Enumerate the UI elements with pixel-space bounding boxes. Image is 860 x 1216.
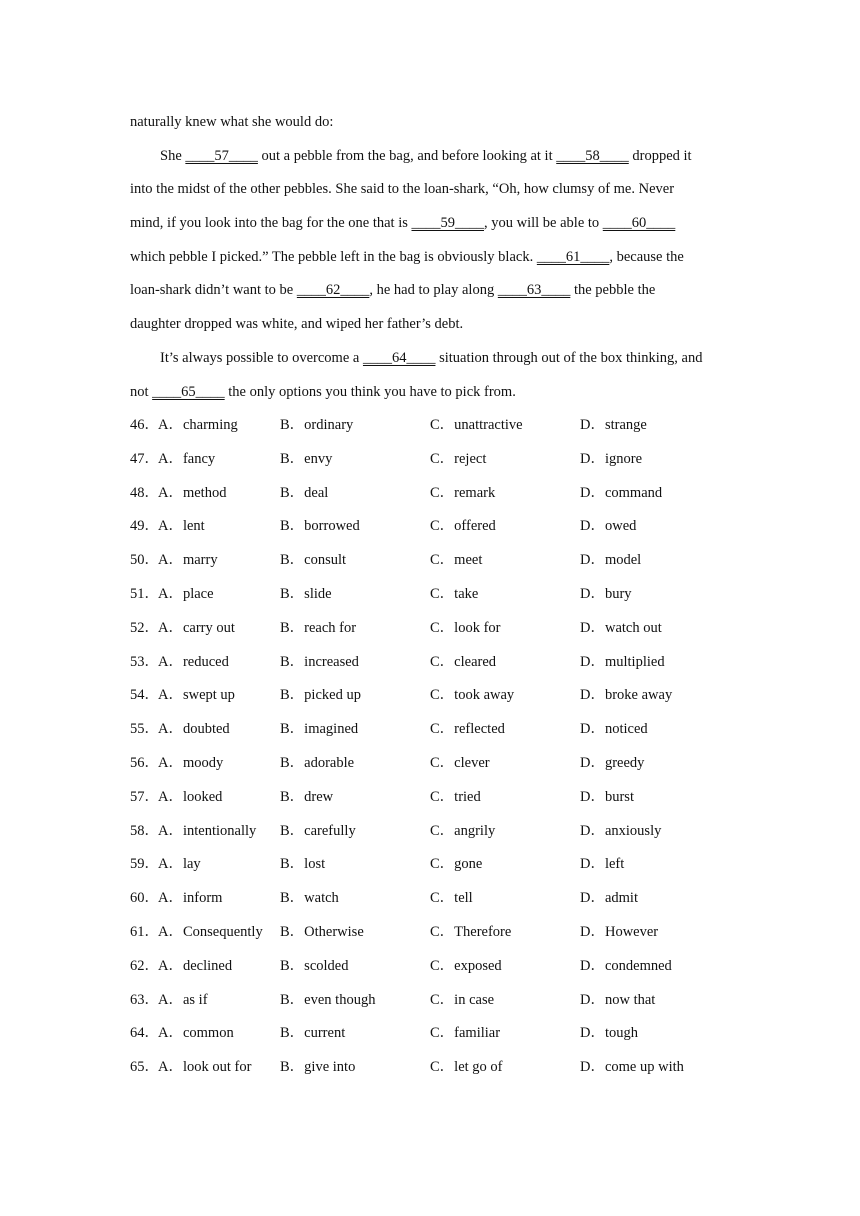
- question-row: [130, 717, 750, 751]
- option-d: D．However: [580, 923, 659, 940]
- option-a: A．moody: [158, 754, 224, 771]
- option-a: A．doubted: [158, 721, 230, 738]
- option-b: B．borrowed: [280, 518, 360, 535]
- question-row: [130, 514, 750, 548]
- question-number: 60．: [130, 890, 159, 907]
- passage-text: She: [160, 147, 186, 164]
- question-row: [130, 785, 750, 819]
- passage-text: daughter dropped was white, and wiped her father’s debt.: [130, 316, 464, 333]
- option-b: B．even though: [280, 991, 376, 1008]
- option-b: B．picked up: [280, 687, 361, 704]
- passage-line: [130, 245, 730, 279]
- option-d: D．come up with: [580, 1059, 684, 1076]
- option-b: B．current: [280, 1025, 346, 1042]
- option-b: B．consult: [280, 552, 347, 569]
- option-a: A．fancy: [158, 450, 216, 467]
- question-number: 55．: [130, 721, 159, 738]
- question-number: 65．: [130, 1059, 159, 1076]
- option-d: D．tough: [580, 1025, 638, 1042]
- question-number: 59．: [130, 856, 159, 873]
- option-c: C．angrily: [430, 822, 496, 839]
- question-row: [130, 582, 750, 616]
- question-row: [130, 650, 750, 684]
- answer-blank: ____64____: [362, 349, 436, 366]
- option-a: A．reduced: [158, 653, 229, 670]
- question-number: 51．: [130, 585, 159, 602]
- option-d: D．admit: [580, 890, 638, 907]
- option-b: B．reach for: [280, 619, 357, 636]
- option-b: B．carefully: [280, 822, 356, 839]
- option-c: C．look for: [430, 619, 501, 636]
- question-number: 49．: [130, 518, 159, 535]
- answer-blank: ____63____: [497, 282, 571, 299]
- option-c: C．Therefore: [430, 923, 512, 940]
- question-number: 56．: [130, 754, 159, 771]
- question-row: [130, 886, 750, 920]
- option-d: D．anxiously: [580, 822, 662, 839]
- answer-blank: ____62____: [296, 282, 370, 299]
- question-row: [130, 751, 750, 785]
- question-row: [130, 481, 750, 515]
- passage-text: It’s always possible to overcome a: [160, 349, 363, 366]
- option-b: B．slide: [280, 585, 332, 602]
- passage-text: mind, if you look into the bag for the one that is: [130, 215, 412, 232]
- option-b: B．give into: [280, 1059, 356, 1076]
- answer-blank: ____59____: [411, 215, 484, 232]
- question-row: [130, 1021, 750, 1055]
- passage-text: , you will be able to: [484, 215, 603, 232]
- passage-line: [130, 211, 730, 245]
- option-a: A．place: [158, 585, 214, 602]
- question-number: 62．: [130, 957, 159, 974]
- option-c: C．tell: [430, 890, 473, 907]
- option-a: A．common: [158, 1025, 234, 1042]
- option-b: B．watch: [280, 890, 339, 907]
- option-a: A．carry out: [158, 619, 235, 636]
- option-d: D．watch out: [580, 619, 662, 636]
- passage-text: not: [130, 383, 153, 400]
- passage-text: the pebble the: [570, 282, 656, 299]
- option-b: B．lost: [280, 856, 326, 873]
- option-a: A．method: [158, 484, 227, 501]
- question-number: 54．: [130, 687, 159, 704]
- option-d: D．bury: [580, 585, 632, 602]
- option-d: D．ignore: [580, 450, 643, 467]
- option-b: B．ordinary: [280, 417, 354, 433]
- passage-line: [130, 144, 730, 178]
- option-a: A．intentionally: [158, 822, 257, 839]
- answer-blank: ____57____: [185, 147, 258, 164]
- passage-text: which pebble I picked.” The pebble left in the bag is obviously black.: [130, 248, 537, 265]
- answer-blank: ____65____: [152, 383, 225, 400]
- question-number: 47．: [130, 450, 159, 467]
- passage-text: situation through out of the box thinking, and: [435, 349, 703, 366]
- passage-line: [130, 177, 730, 211]
- option-d: D．burst: [580, 788, 634, 805]
- option-a: A．Consequently: [158, 923, 263, 940]
- question-number: 50．: [130, 552, 159, 569]
- question-row: [130, 954, 750, 988]
- passage-text: loan-shark didn’t want to be: [130, 282, 297, 299]
- option-c: C．exposed: [430, 957, 502, 974]
- option-b: B．imagined: [280, 721, 359, 738]
- option-b: B．adorable: [280, 754, 355, 771]
- option-d: D．multiplied: [580, 653, 665, 670]
- question-number: 57．: [130, 788, 159, 805]
- option-b: B．increased: [280, 653, 359, 670]
- option-c: C．clever: [430, 754, 490, 771]
- question-row: [130, 920, 750, 954]
- passage-line: [130, 110, 730, 144]
- option-b: B．deal: [280, 484, 329, 501]
- option-a: A．looked: [158, 788, 223, 805]
- answer-blank: ____58____: [556, 147, 629, 164]
- option-c: C．take: [430, 585, 479, 602]
- option-a: A．marry: [158, 552, 218, 569]
- question-row: [130, 447, 750, 481]
- passage-text: dropped it: [628, 147, 692, 164]
- question-number: 53．: [130, 653, 159, 670]
- option-d: D．now that: [580, 991, 656, 1008]
- option-c: C．reflected: [430, 721, 505, 738]
- option-a: A．declined: [158, 957, 233, 974]
- option-d: D．owed: [580, 518, 637, 535]
- question-number: 46．: [130, 417, 159, 433]
- question-number: 63．: [130, 991, 159, 1008]
- option-c: C．offered: [430, 518, 496, 535]
- option-d: D．model: [580, 552, 642, 569]
- passage-text: , because the: [609, 248, 684, 265]
- question-row: [130, 548, 750, 582]
- question-row: [130, 1055, 750, 1089]
- question-row: [130, 988, 750, 1022]
- passage-text: , he had to play along: [369, 282, 498, 299]
- passage-line: [130, 278, 730, 312]
- option-c: C．familiar: [430, 1025, 501, 1042]
- option-d: D．greedy: [580, 754, 645, 771]
- option-d: D．strange: [580, 417, 647, 433]
- passage-line: [130, 380, 730, 414]
- option-a: A．charming: [158, 417, 238, 433]
- option-c: C．meet: [430, 552, 483, 569]
- option-c: C．cleared: [430, 653, 497, 670]
- option-a: A．swept up: [158, 687, 235, 704]
- option-c: C．tried: [430, 788, 481, 805]
- question-number: 61．: [130, 923, 159, 940]
- question-row: [130, 683, 750, 717]
- question-options-list: [130, 413, 750, 1089]
- option-a: A．lent: [158, 518, 205, 535]
- option-b: B．scolded: [280, 957, 349, 974]
- option-d: D．left: [580, 856, 625, 873]
- question-row: [130, 413, 750, 447]
- option-a: A．lay: [158, 856, 201, 873]
- option-b: B．Otherwise: [280, 923, 364, 940]
- question-row: [130, 616, 750, 650]
- question-number: 52．: [130, 619, 159, 636]
- option-c: C．took away: [430, 687, 515, 704]
- question-row: [130, 852, 750, 886]
- question-number: 58．: [130, 822, 159, 839]
- answer-blank: ____61____: [536, 248, 610, 265]
- option-d: D．noticed: [580, 721, 648, 738]
- option-a: A．inform: [158, 890, 223, 907]
- option-b: B．drew: [280, 788, 334, 805]
- question-number: 48．: [130, 484, 159, 501]
- option-b: B．envy: [280, 450, 333, 467]
- cloze-passage: [130, 110, 730, 413]
- option-c: C．reject: [430, 450, 487, 467]
- question-row: [130, 819, 750, 853]
- answer-blank: ____60____: [602, 215, 676, 232]
- passage-text: naturally knew what she would do:: [130, 114, 334, 130]
- option-d: D．condemned: [580, 957, 672, 974]
- question-number: 64．: [130, 1025, 159, 1042]
- option-c: C．remark: [430, 484, 496, 501]
- option-c: C．let go of: [430, 1059, 503, 1076]
- option-d: D．broke away: [580, 687, 673, 704]
- passage-text: out a pebble from the bag, and before looking at it: [257, 147, 557, 164]
- option-c: C．in case: [430, 991, 495, 1008]
- option-c: C．unattractive: [430, 417, 523, 433]
- passage-line: [130, 312, 730, 346]
- option-c: C．gone: [430, 856, 483, 873]
- passage-text: the only options you think you have to pick from.: [224, 383, 516, 400]
- option-a: A．as if: [158, 991, 208, 1008]
- option-a: A．look out for: [158, 1059, 252, 1076]
- option-d: D．command: [580, 484, 663, 501]
- passage-line: [130, 346, 730, 380]
- passage-text: into the midst of the other pebbles. She said to the loan-shark, “Oh, how clumsy of me. Never: [130, 181, 675, 198]
